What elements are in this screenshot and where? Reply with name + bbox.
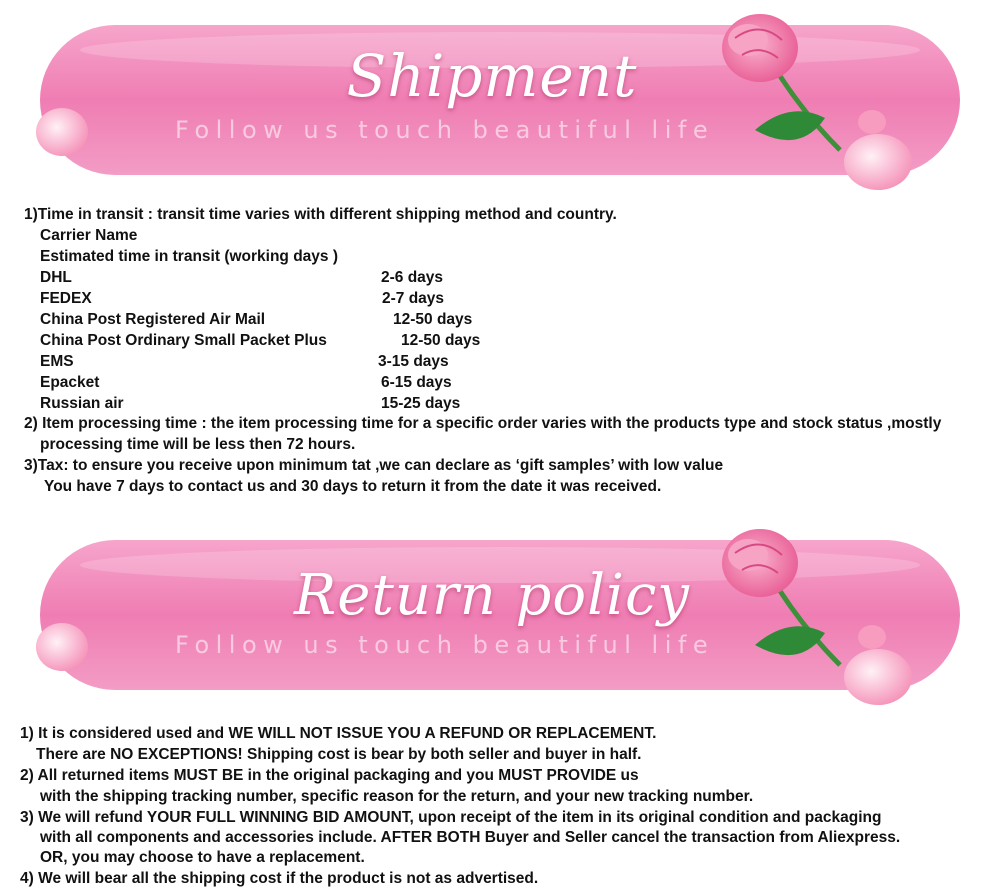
return-subtitle: Follow us touch beautiful life [175, 631, 715, 659]
tax-line-2: You have 7 days to contact us and 30 days to return it from the date it was received. [44, 478, 662, 495]
petal-right [844, 134, 912, 190]
policy-line: 2) All returned items MUST BE in the original packaging and you MUST PROVIDE us [20, 767, 639, 784]
petal-left [36, 623, 88, 671]
carrier-days: 2-7 days [382, 290, 445, 307]
carrier-name: China Post Ordinary Small Packet Plus [40, 332, 327, 349]
shipment-banner [0, 0, 984, 200]
carrier-days: 15-25 days [381, 395, 461, 412]
petal-left [36, 108, 88, 156]
carrier-name: FEDEX [40, 290, 92, 307]
return-title: Return policy [294, 563, 690, 628]
shipment-subtitle: Follow us touch beautiful life [175, 116, 715, 144]
carrier-header: Carrier Name [40, 227, 138, 244]
carrier-name: Epacket [40, 374, 100, 391]
carrier-days: 3-15 days [378, 353, 449, 370]
processing-line-2: processing time will be less then 72 hours. [40, 436, 356, 453]
policy-line: with all components and accessories include. AFTER BOTH Buyer and Seller cancel the transaction from Aliexpress. [40, 829, 901, 846]
policy-line: with the shipping tracking number, specific reason for the return, and your new tracking number. [40, 788, 754, 805]
policy-line: 1) It is considered used and WE WILL NOT ISSUE YOU A REFUND OR REPLACEMENT. [20, 725, 657, 742]
carrier-days: 12-50 days [393, 311, 473, 328]
processing-line-1: 2) Item processing time : the item processing time for a specific order varies with the products type and stock status ,mostly [24, 415, 942, 432]
carrier-name: Russian air [40, 395, 124, 412]
time-header: Estimated time in transit (working days ) [40, 248, 339, 265]
carrier-name: EMS [40, 353, 74, 370]
policy-line: 3) We will refund YOUR FULL WINNING BID AMOUNT, upon receipt of the item in its original condition and packaging [20, 809, 882, 826]
policy-line: There are NO EXCEPTIONS! Shipping cost is bear by both seller and buyer in half. [36, 746, 642, 763]
shipment-title: Shipment [346, 42, 638, 110]
policy-line: OR, you may choose to have a replacement. [40, 849, 365, 866]
carrier-days: 2-6 days [381, 269, 444, 286]
tax-line-1: 3)Tax: to ensure you receive upon minimum tat ,we can declare as ‘gift samples’ with low value [24, 457, 724, 474]
carrier-days: 12-50 days [401, 332, 481, 349]
policy-line: 4) We will bear all the shipping cost if the product is not as advertised. [20, 870, 539, 887]
return-banner [0, 515, 984, 715]
shipment-intro: 1)Time in transit : transit time varies with different shipping method and country. [24, 206, 617, 223]
carrier-days: 6-15 days [381, 374, 452, 391]
petal-small [858, 625, 886, 649]
carrier-name: China Post Registered Air Mail [40, 311, 266, 328]
carrier-name: DHL [40, 269, 72, 286]
petal-right [844, 649, 912, 705]
petal-small [858, 110, 886, 134]
